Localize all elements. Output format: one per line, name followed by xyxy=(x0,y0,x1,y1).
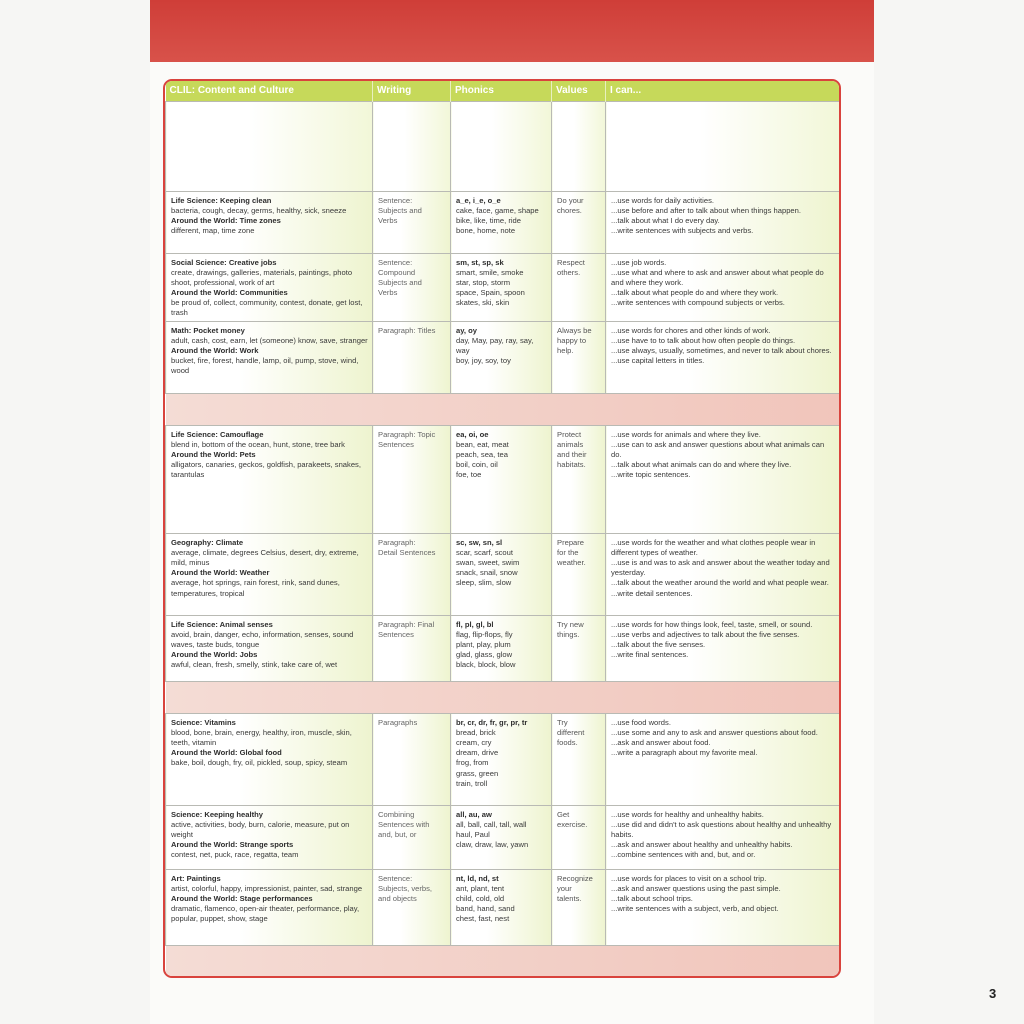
separator-cell xyxy=(166,946,840,978)
cell-line: ...use what and where to ask and answer about what people do and where they work. xyxy=(611,267,824,287)
values-cell xyxy=(552,426,606,534)
cell-line: Around the World: Weather xyxy=(171,568,270,578)
table-row xyxy=(166,253,840,322)
cell-line: ...use job words. xyxy=(611,257,667,267)
cell-line: Around the World: Global food xyxy=(171,748,282,758)
cell-line: average, hot springs, rain forest, rink, sand dunes, temperatures, tropical xyxy=(171,578,340,598)
page-number: 3 xyxy=(989,986,997,1001)
cell-line: artist, colorful, happy, impressionist, painter, sad, strange xyxy=(171,884,363,894)
table-row xyxy=(166,534,840,616)
cell-line: star, stop, storm xyxy=(456,277,511,287)
cell-line: avoid, brain, danger, echo, information, senses, sound waves, taste buds, tongue xyxy=(171,630,354,650)
writing-cell xyxy=(373,616,451,682)
values-cell xyxy=(552,806,606,870)
cell-line: ...use words for how things look, feel, taste, smell, or sound. xyxy=(611,620,813,630)
cell-line: things. xyxy=(557,630,580,640)
cell-line: blood, bone, brain, energy, healthy, iron, muscle, skin, teeth, vitamin xyxy=(171,728,352,748)
cell-line: ...talk about what people do and where they work. xyxy=(611,287,779,297)
cell-line: Paragraph: xyxy=(378,538,416,548)
ican-cell xyxy=(606,714,840,806)
cell-line: frog, from xyxy=(456,758,489,768)
cell-line: Do your xyxy=(557,195,584,205)
cell-line: ...write final sentences. xyxy=(611,650,689,660)
ican-cell xyxy=(606,426,840,534)
cell-line: active, activities, body, burn, calorie, measure, put on weight xyxy=(171,820,350,840)
cell-line: Try xyxy=(557,718,568,728)
clil-cell xyxy=(166,191,373,253)
blank-row xyxy=(166,101,840,191)
ican-cell xyxy=(606,322,840,394)
cell-line: Science: Vitamins xyxy=(171,718,236,728)
cell-line: boy, joy, soy, toy xyxy=(456,356,511,366)
cell-line: haul, Paul xyxy=(456,830,490,840)
unit-separator-band xyxy=(166,946,840,978)
cell-line: Around the World: Strange sports xyxy=(171,840,294,850)
cell-line: ...write detail sentences. xyxy=(611,588,693,598)
separator-cell xyxy=(166,682,840,714)
cell-line: average, climate, degrees Celsius, desert, dry, extreme, mild, minus xyxy=(171,548,359,568)
cell-line: contest, net, puck, race, regatta, team xyxy=(171,850,299,860)
values-cell xyxy=(552,322,606,394)
clil-cell xyxy=(166,616,373,682)
cell-line: Sentences with xyxy=(378,820,430,830)
cell-line: snack, snail, snow xyxy=(456,568,518,578)
cell-line: sleep, slim, slow xyxy=(456,578,512,588)
cell-line: ...talk about what animals can do and where they live. xyxy=(611,460,792,470)
cell-line: ...talk about the five senses. xyxy=(611,640,706,650)
cell-line: grass, green xyxy=(456,768,499,778)
scope-sequence-table xyxy=(163,79,841,978)
cell-line: dream, drive xyxy=(456,748,499,758)
cell-line: ...use some and any to ask and answer questions about food. xyxy=(611,728,818,738)
phonics-cell xyxy=(451,322,552,394)
cell-line: Paragraph: Topic xyxy=(378,430,436,440)
writing-cell xyxy=(373,191,451,253)
cell-line: Verbs xyxy=(378,215,398,225)
cell-line: animals xyxy=(557,440,584,450)
table-row xyxy=(166,191,840,253)
cell-line: ...write sentences with subjects and verbs. xyxy=(611,225,754,235)
table-row xyxy=(166,616,840,682)
cell-line: Sentence: xyxy=(378,195,413,205)
phonics-cell xyxy=(451,253,552,322)
cell-line: ay, oy xyxy=(456,326,477,336)
top-color-band xyxy=(150,0,874,62)
header-ican: I can... xyxy=(606,81,840,101)
cell-line: Art: Paintings xyxy=(171,874,221,884)
cell-line: be proud of, collect, community, contest, donate, get lost, trash xyxy=(171,297,363,317)
cell-line: bone, home, note xyxy=(456,225,516,235)
cell-line: glad, glass, glow xyxy=(456,650,513,660)
writing-cell xyxy=(373,253,451,322)
cell-line: and their xyxy=(557,450,587,460)
cell-line: Life Science: Keeping clean xyxy=(171,195,272,205)
phonics-cell xyxy=(451,534,552,616)
cell-line: Try new xyxy=(557,620,584,630)
header-clil: CLIL: Content and Culture xyxy=(166,81,373,101)
cell-line: ...use did and didn't to ask questions about healthy and unhealthy habits. xyxy=(611,820,832,840)
cell-line: awful, clean, fresh, smelly, stink, take care of, wet xyxy=(171,660,338,670)
clil-cell xyxy=(166,870,373,946)
phonics-cell xyxy=(451,191,552,253)
cell-line: swan, sweet, swim xyxy=(456,558,520,568)
cell-line: Sentence: xyxy=(378,257,413,267)
writing-cell xyxy=(373,806,451,870)
values-cell xyxy=(552,616,606,682)
cell-line: ...use capital letters in titles. xyxy=(611,356,705,366)
cell-line: plant, play, plum xyxy=(456,640,511,650)
unit-separator-band xyxy=(166,394,840,426)
cell-line: bacteria, cough, decay, germs, healthy, sick, sneeze xyxy=(171,205,347,215)
cell-line: ...talk about the weather around the world and what people wear. xyxy=(611,578,829,588)
cell-line: ...use food words. xyxy=(611,718,671,728)
cell-line: bucket, fire, forest, handle, lamp, oil, pump, stove, wind, wood xyxy=(171,356,359,376)
cell-line: ...write a paragraph about my favorite meal. xyxy=(611,748,758,758)
cell-line: talents. xyxy=(557,894,582,904)
cell-line: Life Science: Camouflage xyxy=(171,430,264,440)
writing-cell xyxy=(373,426,451,534)
separator-cell xyxy=(166,394,840,426)
cell-line: help. xyxy=(557,346,574,356)
cell-line: Combining xyxy=(378,810,415,820)
book-page xyxy=(150,0,997,1024)
cell-line: Recognize xyxy=(557,874,593,884)
ican-cell xyxy=(606,870,840,946)
writing-cell xyxy=(373,870,451,946)
clil-cell xyxy=(166,714,373,806)
cell-line: Around the World: Time zones xyxy=(171,215,281,225)
cell-line: Math: Pocket money xyxy=(171,326,245,336)
cell-line: boil, coin, oil xyxy=(456,460,498,470)
cell-line: ...ask and answer about healthy and unhealthy habits. xyxy=(611,840,793,850)
cell-line: all, au, aw xyxy=(456,810,492,820)
cell-line: ...talk about what I do every day. xyxy=(611,215,720,225)
cell-line: claw, draw, law, yawn xyxy=(456,840,529,850)
cell-line: Geography: Climate xyxy=(171,538,244,548)
cell-line: ant, plant, tent xyxy=(456,884,505,894)
cell-line: happy to xyxy=(557,336,587,346)
cell-line: smart, smile, smoke xyxy=(456,267,524,277)
values-cell xyxy=(552,870,606,946)
cell-line: exercise. xyxy=(557,820,588,830)
cell-line: blend in, bottom of the ocean, hunt, stone, tree bark xyxy=(171,440,345,450)
cell-line: day, May, pay, ray, say, way xyxy=(456,336,534,356)
phonics-cell xyxy=(451,426,552,534)
cell-line: bean, eat, meat xyxy=(456,440,509,450)
cell-line: ...use words for the weather and what clothes people wear in different types of weather. xyxy=(611,538,816,558)
phonics-cell xyxy=(451,806,552,870)
ican-cell xyxy=(606,616,840,682)
cell-line: sc, sw, sn, sl xyxy=(456,538,503,548)
cell-line: Always be xyxy=(557,326,592,336)
cell-line: ...use words for animals and where they live. xyxy=(611,430,761,440)
table-row xyxy=(166,322,840,394)
cell-line: your xyxy=(557,884,572,894)
values-cell xyxy=(552,714,606,806)
cell-line: different xyxy=(557,728,585,738)
cell-line: train, troll xyxy=(456,778,488,788)
cell-line: flag, flip-flops, fly xyxy=(456,630,513,640)
background-right xyxy=(874,0,1024,1024)
writing-cell xyxy=(373,714,451,806)
cell-line: Subjects and xyxy=(378,277,422,287)
cell-line: ...use words for chores and other kinds of work. xyxy=(611,326,771,336)
cell-line: Sentences xyxy=(378,440,414,450)
phonics-cell xyxy=(451,616,552,682)
cell-line: Social Science: Creative jobs xyxy=(171,257,277,267)
cell-line: and, but, or xyxy=(378,830,417,840)
ican-cell xyxy=(606,534,840,616)
cell-line: ...use always, usually, sometimes, and never to talk about chores. xyxy=(611,346,832,356)
cell-line: chest, fast, nest xyxy=(456,914,510,924)
cell-line: Get xyxy=(557,810,570,820)
ican-cell xyxy=(606,253,840,322)
cell-line: ...use words for healthy and unhealthy habits. xyxy=(611,810,764,820)
cell-line: ...talk about school trips. xyxy=(611,894,693,904)
cell-line: ...use is and was to ask and answer about the weather today and yesterday. xyxy=(611,558,830,578)
cell-line: create, drawings, galleries, materials, paintings, photo shoot, professional, work of art xyxy=(171,267,353,287)
phonics-cell xyxy=(451,870,552,946)
ican-cell xyxy=(606,191,840,253)
cell-line: sm, st, sp, sk xyxy=(456,257,504,267)
cell-line: Respect xyxy=(557,257,585,267)
cell-line: ...write topic sentences. xyxy=(611,470,691,480)
cell-line: ...use before and after to talk about when things happen. xyxy=(611,205,801,215)
cell-line: all, ball, call, tall, wall xyxy=(456,820,527,830)
cell-line: Around the World: Pets xyxy=(171,450,256,460)
cell-line: nt, ld, nd, st xyxy=(456,874,499,884)
cell-line: dramatic, flamenco, open-air theater, performance, play, popular, puppet, show, stage xyxy=(171,904,360,924)
cell-line: fl, pl, gl, bl xyxy=(456,620,494,630)
cell-line: space, Spain, spoon xyxy=(456,287,525,297)
values-cell xyxy=(552,191,606,253)
values-cell xyxy=(552,534,606,616)
cell-line: Sentences xyxy=(378,630,414,640)
unit-separator-band xyxy=(166,682,840,714)
cell-line: Around the World: Jobs xyxy=(171,650,258,660)
cell-line: Subjects, verbs, xyxy=(378,884,433,894)
cell-line: Science: Keeping healthy xyxy=(171,810,263,820)
header-phonics: Phonics xyxy=(451,81,552,101)
table-header-row xyxy=(166,81,840,101)
cell-line: ...write sentences with compound subjects or verbs. xyxy=(611,297,785,307)
table-row xyxy=(166,426,840,534)
clil-cell xyxy=(166,426,373,534)
cell-line: and objects xyxy=(378,894,417,904)
cell-line: ...use can to ask and answer questions about what animals can do. xyxy=(611,440,825,460)
phonics-cell xyxy=(451,714,552,806)
cell-line: adult, cash, cost, earn, let (someone) know, save, stranger xyxy=(171,336,368,346)
cell-line: bake, boil, dough, fry, oil, pickled, soup, spicy, steam xyxy=(171,758,348,768)
cell-line: ...ask and answer about food. xyxy=(611,738,711,748)
cell-line: for the xyxy=(557,548,579,558)
cell-line: ea, oi, oe xyxy=(456,430,489,440)
cell-line: a_e, i_e, o_e xyxy=(456,195,501,205)
cell-line: weather. xyxy=(557,558,586,568)
cell-line: Around the World: Work xyxy=(171,346,259,356)
cell-line: Detail Sentences xyxy=(378,548,436,558)
cell-line: black, block, blow xyxy=(456,660,516,670)
cell-line: Verbs xyxy=(378,287,398,297)
table-row xyxy=(166,806,840,870)
cell-line: Compound xyxy=(378,267,416,277)
clil-cell xyxy=(166,253,373,322)
cell-line: peach, sea, tea xyxy=(456,450,508,460)
values-cell xyxy=(552,253,606,322)
table-row xyxy=(166,870,840,946)
writing-cell xyxy=(373,322,451,394)
cell-line: Prepare xyxy=(557,538,585,548)
cell-line: ...combine sentences with and, but, and or. xyxy=(611,850,756,860)
cell-line: alligators, canaries, geckos, goldfish, parakeets, snakes, tarantulas xyxy=(171,460,361,480)
writing-cell xyxy=(373,534,451,616)
cell-line: scar, scarf, scout xyxy=(456,548,513,558)
table-row xyxy=(166,714,840,806)
clil-cell xyxy=(166,322,373,394)
cell-line: Subjects and xyxy=(378,205,422,215)
cell-line: others. xyxy=(557,267,581,277)
cell-line: ...ask and answer questions using the past simple. xyxy=(611,884,781,894)
cell-line: ...use words for daily activities. xyxy=(611,195,714,205)
cell-line: Paragraphs xyxy=(378,718,418,728)
ican-cell xyxy=(606,806,840,870)
cell-line: cake, face, game, shape xyxy=(456,205,539,215)
background-left xyxy=(0,0,150,1024)
cell-line: habitats. xyxy=(557,460,586,470)
cell-line: chores. xyxy=(557,205,582,215)
cell-line: foods. xyxy=(557,738,578,748)
cell-line: cream, cry xyxy=(456,738,492,748)
cell-line: bread, brick xyxy=(456,728,496,738)
cell-line: ...use have to to talk about how often people do things. xyxy=(611,336,796,346)
cell-line: band, hand, sand xyxy=(456,904,515,914)
clil-cell xyxy=(166,534,373,616)
cell-line: Sentence: xyxy=(378,874,413,884)
cell-line: different, map, time zone xyxy=(171,225,255,235)
cell-line: Paragraph: Titles xyxy=(378,326,436,336)
cell-line: ...use words for places to visit on a school trip. xyxy=(611,874,767,884)
cell-line: ...use verbs and adjectives to talk about the five senses. xyxy=(611,630,800,640)
header-writing: Writing xyxy=(373,81,451,101)
cell-line: Paragraph: Final xyxy=(378,620,435,630)
cell-line: child, cold, old xyxy=(456,894,505,904)
clil-cell xyxy=(166,806,373,870)
cell-line: ...write sentences with a subject, verb, and object. xyxy=(611,904,779,914)
cell-line: Life Science: Animal senses xyxy=(171,620,273,630)
cell-line: Around the World: Stage performances xyxy=(171,894,313,904)
cell-line: Protect xyxy=(557,430,582,440)
cell-line: bike, like, time, ride xyxy=(456,215,521,225)
cell-line: Around the World: Communities xyxy=(171,287,288,297)
cell-line: skates, ski, skin xyxy=(456,297,510,307)
header-values: Values xyxy=(552,81,606,101)
cell-line: br, cr, dr, fr, gr, pr, tr xyxy=(456,718,528,728)
cell-line: foe, toe xyxy=(456,470,482,480)
